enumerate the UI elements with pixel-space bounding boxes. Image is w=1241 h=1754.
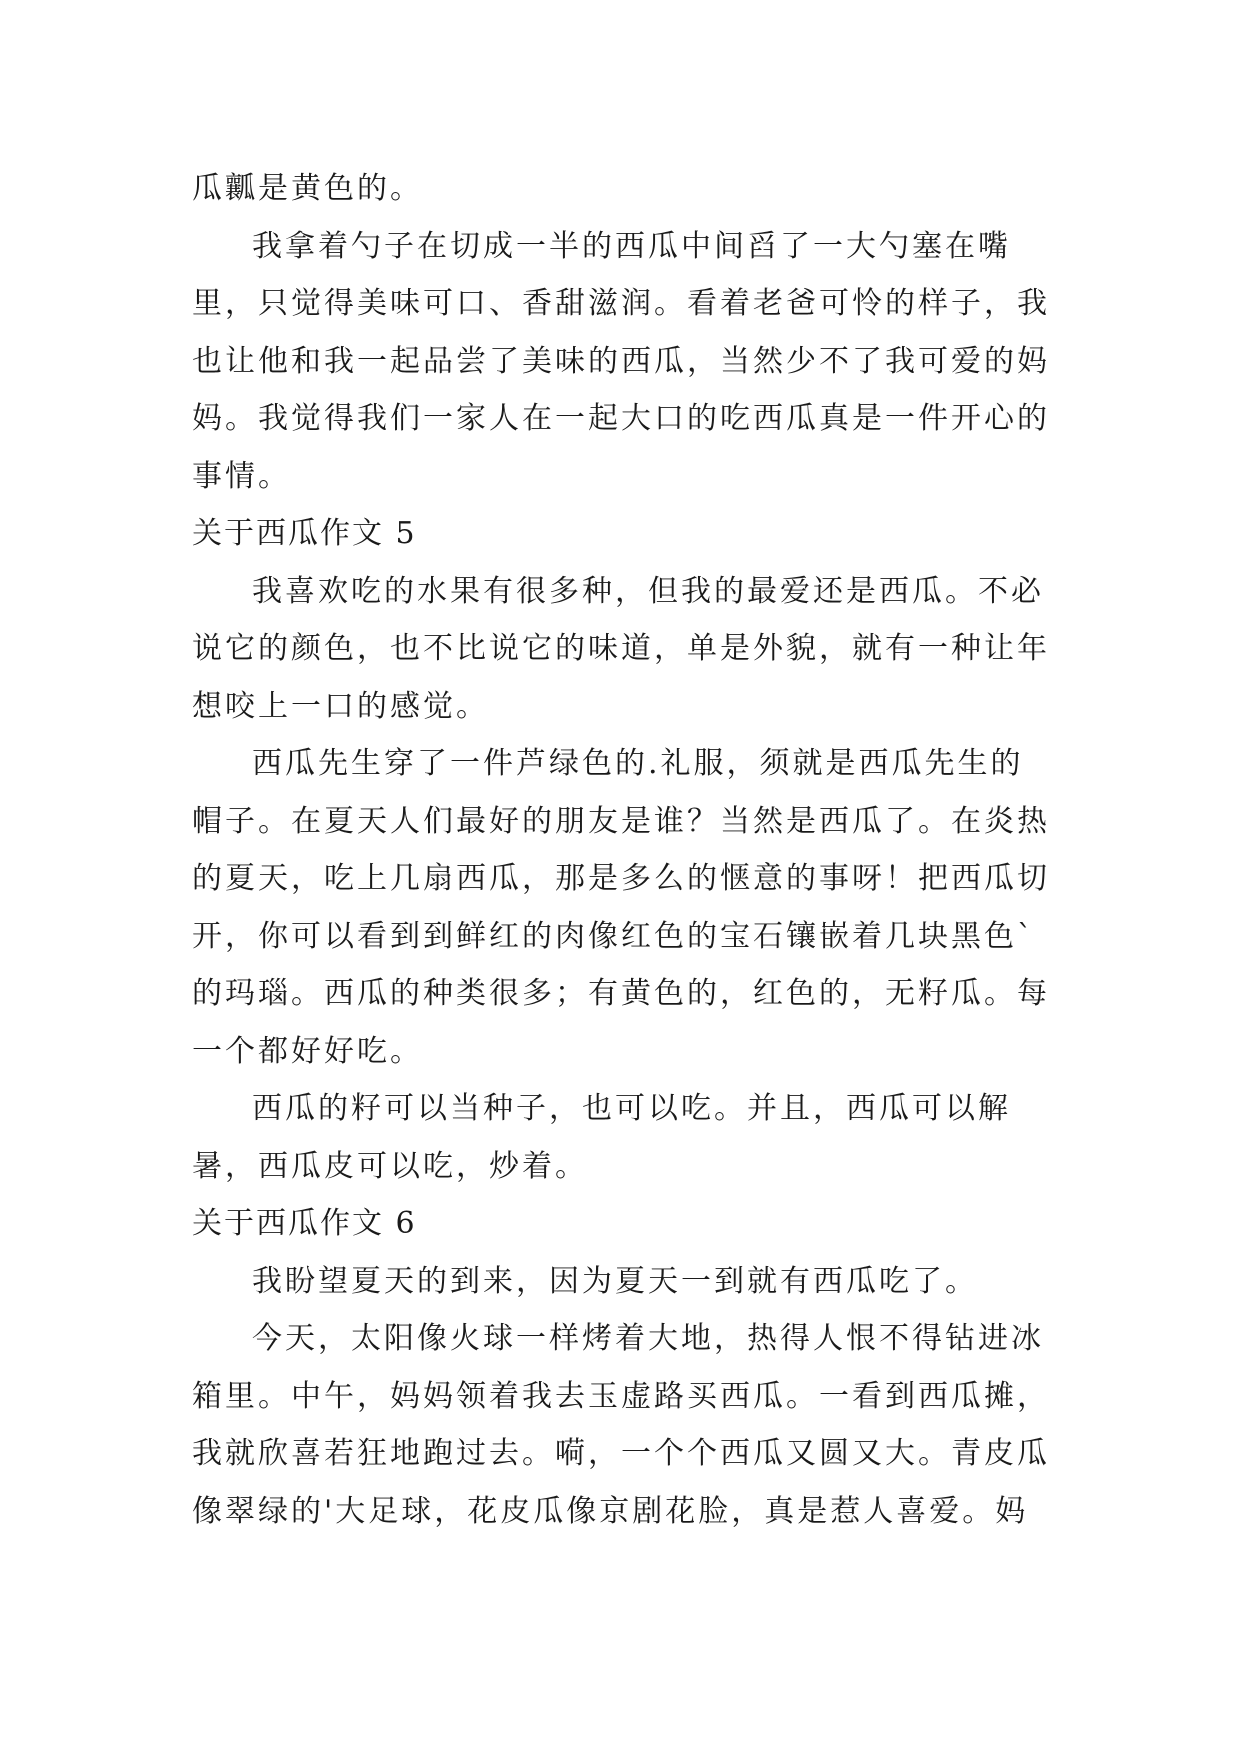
- paragraph-7: 今天，太阳像火球一样烤着大地，热得人恨不得钻进冰箱里。中午，妈妈领着我去玉虚路买西瓜。一看到西瓜摊，我就欣喜若狂地跑过去。嗬，一个个西瓜又圆又大。青皮瓜像翠绿的'大足球，花皮瓜像京剧花脸，真是惹人喜爱。妈: [192, 1321, 1050, 1529]
- paragraph-6: 我盼望夏天的到来，因为夏天一到就有西瓜吃了。: [252, 1263, 978, 1299]
- paragraph-5: 西瓜的籽可以当种子，也可以吃。并且，西瓜可以解暑，西瓜皮可以吃，炒着。: [192, 1091, 1011, 1184]
- paragraph-4: 西瓜先生穿了一件芦绿色的.礼服，须就是西瓜先生的帽子。在夏天人们最好的朋友是谁？当然是西瓜了。在炎热的夏天，吃上几扇西瓜，那是多么的惬意的事呀！把西瓜切开，你可以看到到鲜红的肉像红色的宝石镶嵌着几块黑色`的玛瑙。西瓜的种类很多；有黄色的，红色的，无籽瓜。每一个都好好吃。: [192, 746, 1050, 1069]
- section-heading-6: 关于西瓜作文 6: [192, 1206, 417, 1241]
- section-heading-5: 关于西瓜作文 5: [192, 516, 417, 551]
- paragraph-3: 我喜欢吃的水果有很多种，但我的最爱还是西瓜。不必说它的颜色，也不比说它的味道，单是外貌，就有一种让年想咬上一口的感觉。: [192, 573, 1050, 724]
- document-body: [192, 160, 1052, 1540]
- paragraph-1: 瓜瓤是黄色的。: [192, 171, 423, 206]
- paragraph-2: 我拿着勺子在切成一半的西瓜中间舀了一大勺塞在嘴里，只觉得美味可口、香甜滋润。看着老爸可怜的样子，我也让他和我一起品尝了美味的西瓜，当然少不了我可爱的妈妈。我觉得我们一家人在一起大口的吃西瓜真是一件开心的事情。: [192, 228, 1050, 494]
